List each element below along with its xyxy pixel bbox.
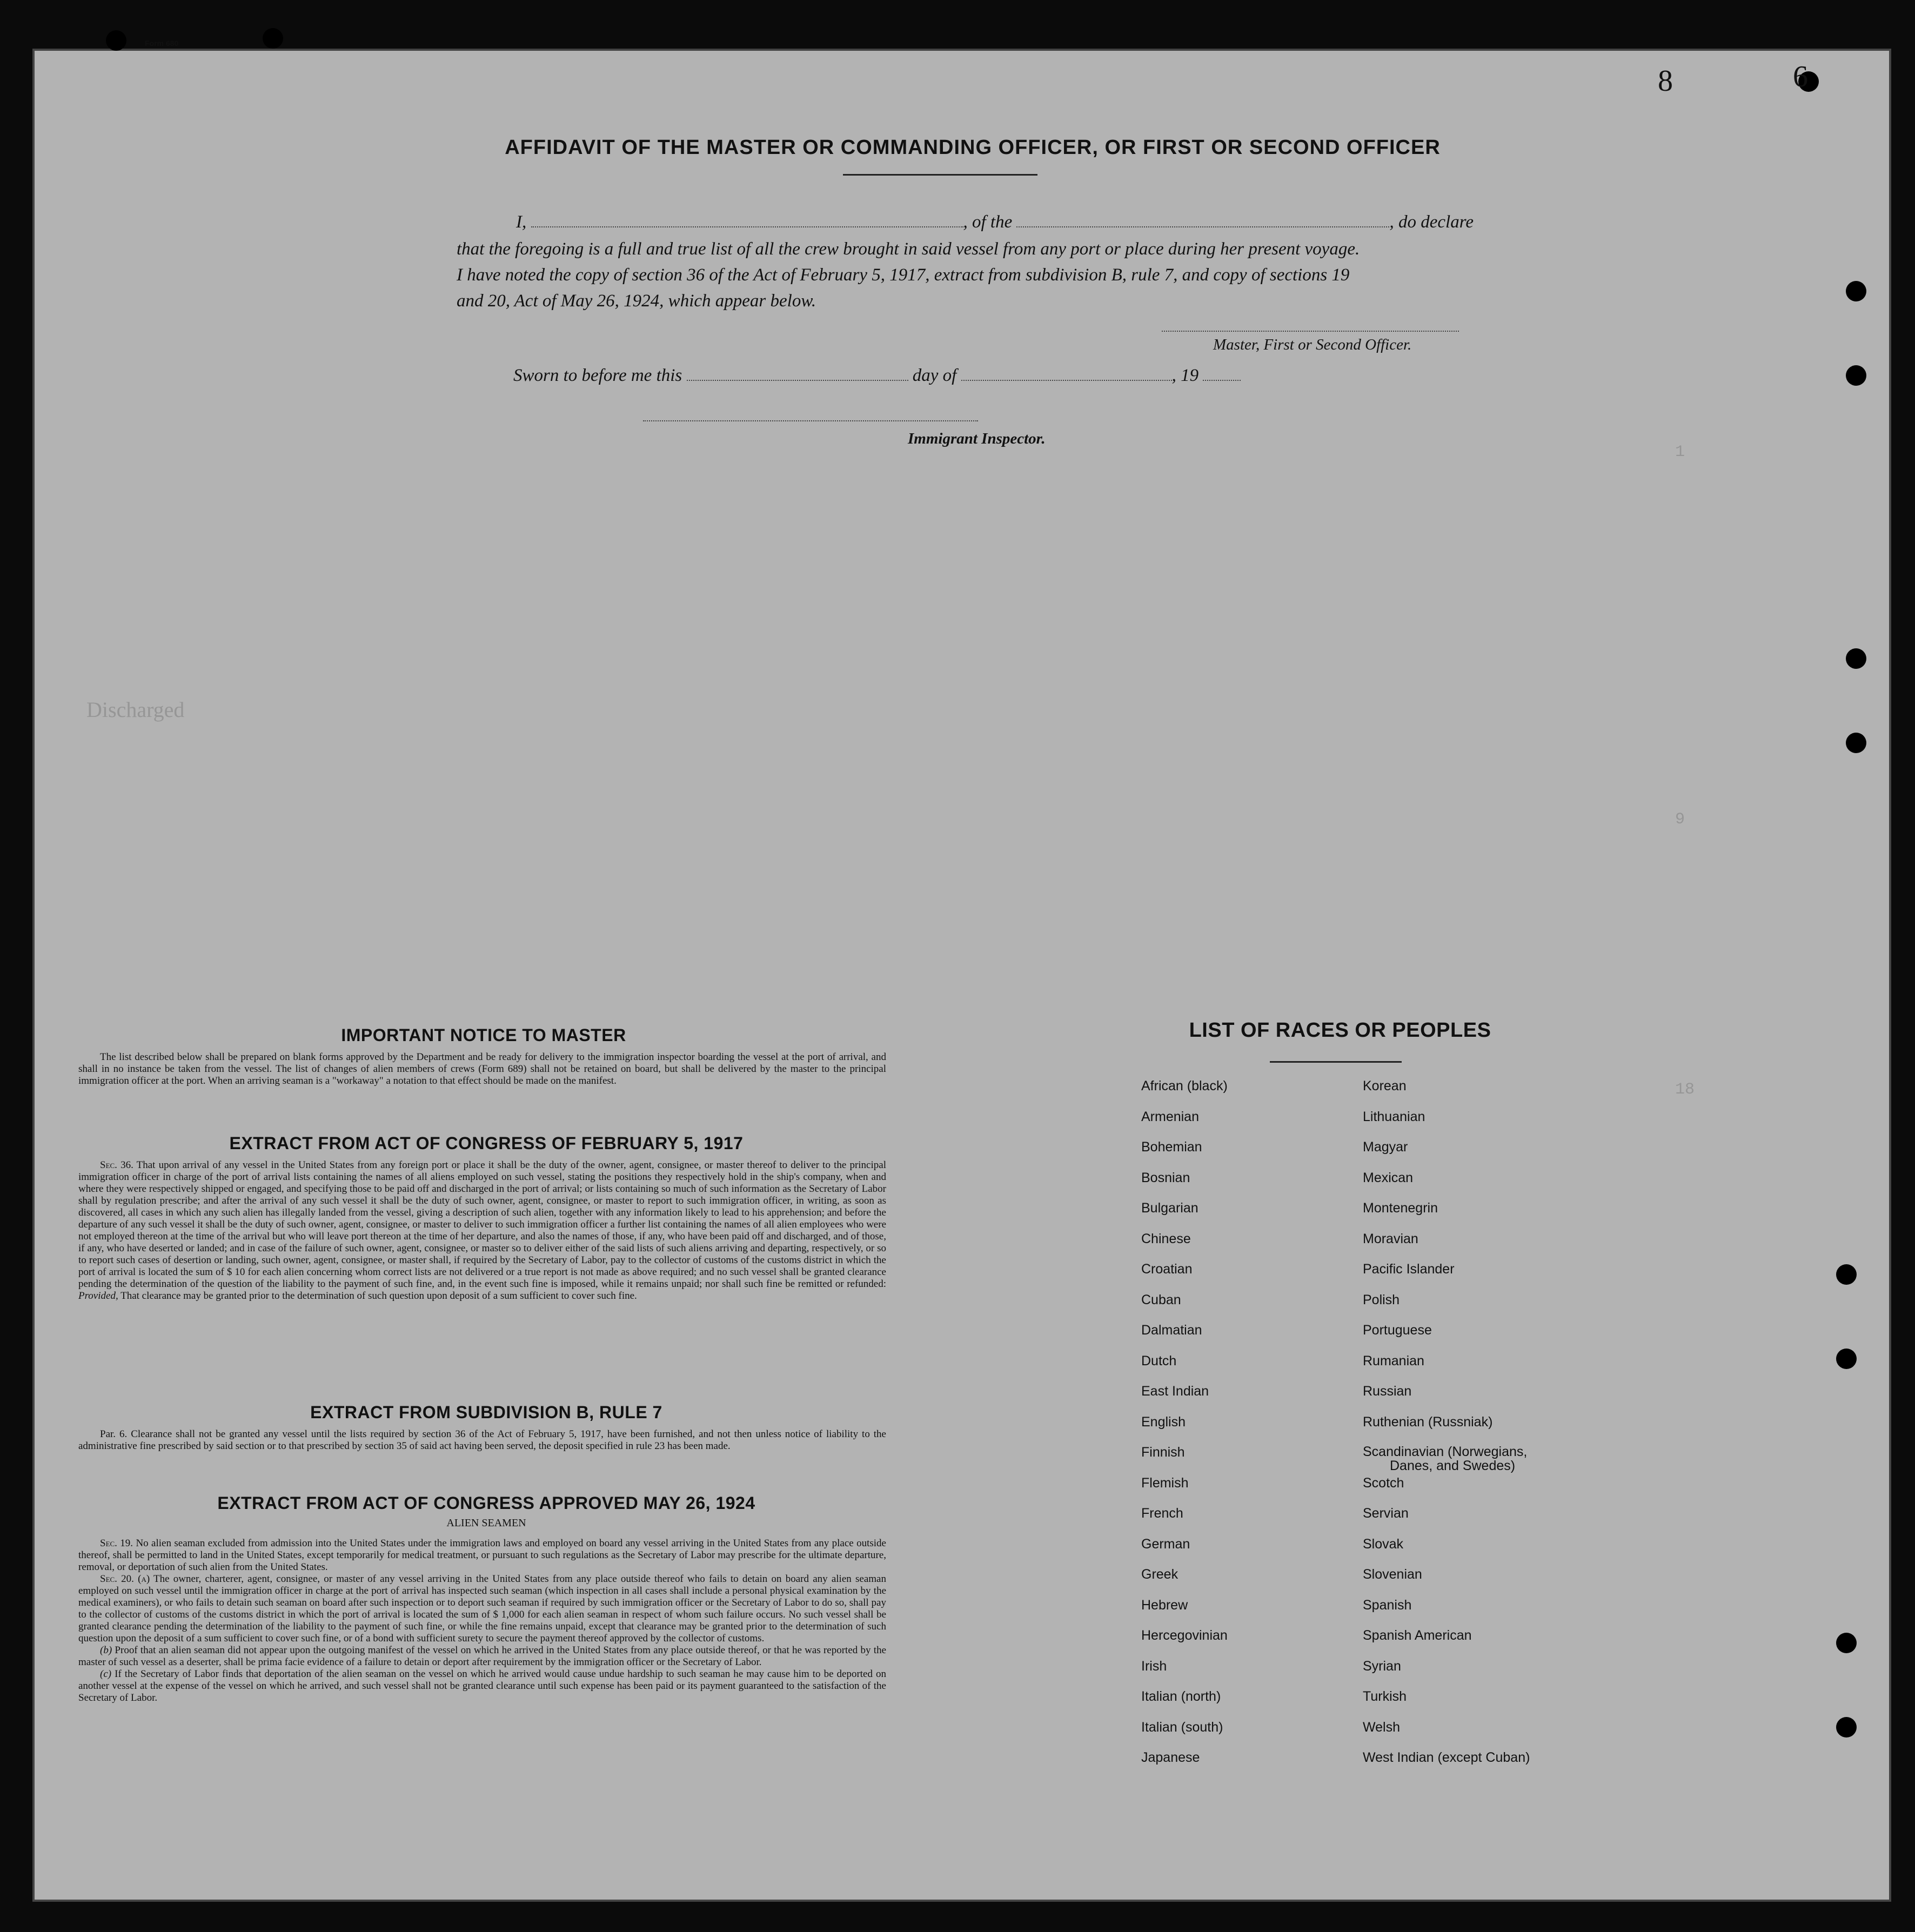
race-item: Armenian [1141, 1109, 1199, 1124]
race-item: Scotch [1363, 1475, 1404, 1491]
sec-36-text: That upon arrival of any vessel in the United States from any foreign port or place it shall be the duty of the owner, agent, consignee, or master thereof to deliver to the principal immigration officer in charge of the port of arrival lists containing the names of all aliens employed on such vessel, stating the positions they respectively hold in the ship's company, when and where they were respectively shipped or engaged, and specifying those to be paid off and discharged in the port of arrival; or lists containing so much of such information as the Secretary of Labor shall by regulation prescribe; and after the arrival of any such vessel it shall be the duty of such owner, agent, consignee, or master to report to such immigration officer, in writing, as soon as discovered, all cases in which any such alien has illegally landed from the vessel, giving a description of such alien, together with any information likely to lead to his apprehension; and before the departure of any such vessel it shall be the duty of such owner, agent, consignee, or master to deliver to such immigration officer a further list containing the names of all alien employees who were not employed thereon at the time of the arrival but who will leave port thereon at the time of her departure, and also the names of those, if any, who have been paid off and discharged, and of those, if any, who have deserted or landed; and in case of the failure of such owner, agent, consignee, or master so to deliver either of the said lists of such aliens arriving and departing, respectively, or so to report such cases of desertion or landing, such owner, agent, consignee, or master shall, if required by the Secretary of Labor, pay to the collector of customs of the customs district in which the port of arrival is located the sum of $ 10 for each alien concerning whom correct lists are not delivered or a true report is not made as above required; and no such vessel shall be granted clearance pending the determination of the question of the liability to the payment of such fine, and, in the event such fine is imposed, while it remains unpaid; nor shall such fine be remitted or refunded: [78, 1159, 886, 1290]
race-item: Slovenian [1363, 1567, 1422, 1582]
race-item: Magyar [1363, 1139, 1408, 1155]
races-left-column [1141, 1078, 1228, 1781]
race-item: Rumanian [1363, 1353, 1424, 1369]
race-item: Portuguese [1363, 1323, 1432, 1338]
officer-signature-label: Master, First or Second Officer. [1213, 336, 1412, 353]
master-name-field[interactable] [531, 212, 963, 227]
sworn-line [513, 362, 1241, 389]
race-item: Welsh [1363, 1719, 1401, 1735]
races-right-column [1363, 1078, 1530, 1781]
race-item: Bohemian [1141, 1139, 1202, 1155]
declare-label: , do declare [1389, 212, 1474, 232]
inspector-signature-label: Immigrant Inspector. [908, 430, 1046, 447]
race-item: Dutch [1141, 1353, 1177, 1369]
binder-hole [1836, 1349, 1857, 1369]
race-item: Japanese [1141, 1750, 1200, 1765]
extract-1924-body [78, 1538, 886, 1704]
race-item: Italian (north) [1141, 1689, 1221, 1704]
binder-hole [1846, 365, 1866, 386]
extract-1924-heading: EXTRACT FROM ACT OF CONGRESS APPROVED MAY 26, 1924 [217, 1493, 755, 1513]
page-mark: 6 [1793, 60, 1808, 93]
sworn-year-field[interactable] [1203, 366, 1241, 381]
race-item [1363, 1445, 1530, 1475]
sworn-day-field[interactable] [687, 366, 908, 381]
binder-hole [263, 28, 283, 49]
sec-20c-text: If the Secretary of Labor finds that deportation of the alien seaman on the vessel on which he arrived would cause undue hardship to such seaman he may cause him to be deported on another vessel at the expense of the vessel on which he arrived, and such vessel shall not be granted clearance until such expense has been paid or its payment guaranteed to the satisfaction of the Secretary of Labor. [78, 1668, 887, 1703]
sec-20b-label: (b) [100, 1645, 112, 1656]
race-item: West Indian (except Cuban) [1363, 1750, 1530, 1765]
sec-20-label: Sec. 20. (a) [100, 1573, 150, 1585]
sec-20b-text: Proof that an alien seaman did not appear upon the outgoing manifest of the vessel on which he arrived in the United States from any place outside thereof, or that he was reported by the master of such vessel as a deserter, shall be prima facie evidence of a failure to detain or deport after requirement by the immigration officer or the Secretary of Labor. [78, 1645, 886, 1668]
vessel-name-field[interactable] [1016, 212, 1389, 227]
sworn-label: Sworn to before me this [513, 366, 682, 385]
binder-hole [1836, 1264, 1857, 1285]
race-item: French [1141, 1506, 1183, 1521]
race-item: Spanish [1363, 1597, 1412, 1613]
extract-1917-heading: EXTRACT FROM ACT OF CONGRESS OF FEBRUARY 5, 1917 [229, 1133, 744, 1153]
race-item: Cuban [1141, 1292, 1181, 1307]
race-item: African (black) [1141, 1078, 1228, 1094]
race-item: Bosnian [1141, 1170, 1190, 1185]
race-item: Syrian [1363, 1658, 1401, 1674]
affidavit-line-4: and 20, Act of May 26, 1924, which appear below. [457, 291, 816, 311]
form-number: Form 680 [145, 39, 179, 48]
binder-hole [1846, 648, 1866, 669]
sec-20a-text: The owner, charterer, agent, consignee, or master of any vessel arriving in the United States from any place outside thereof who fails to detain on board any alien seaman employed on such vessel until the immigration officer in charge at the port of arrival has inspected such seaman (which inspection in all cases shall include a personal physical examination by the medical examiners), or who fails to detain such seaman on board after such inspection or to deport such seaman if required by such immigration officer or the Secretary of Labor to do so, shall pay to the collector of customs of the customs district in which the port of arrival is located the sum of $ 1,000 for each alien seaman in respect of whom such failure occurs. No such vessel shall be granted clearance pending the determination of the liability to the payment of such fine, or while the fine remains unpaid, except that clearance may be granted prior to the determination of such question upon the deposit of a sum sufficient to cover such fine, or of a bond with sufficient surety to secure the payment thereof approved by the collector of customs. [78, 1573, 886, 1644]
notice-text: The list described below shall be prepared on blank forms approved by the Department and be ready for delivery to the immigration inspector boarding the vessel at the port of arrival, and shall in no instance be taken from the vessel. The list of changes of alien members of crews (Form 689) shall not be retained on board, but shall be delivered by the master to the principal immigration officer at the port. When an arriving seaman is a "workaway" a notation to that effect should be made on the manifest. [78, 1051, 886, 1086]
binder-hole [1836, 1633, 1857, 1653]
race-scandinavian-cont: Danes, and Swedes) [1390, 1458, 1516, 1473]
binder-hole [1846, 281, 1866, 301]
page-mark: 8 [1658, 64, 1673, 98]
race-item: Polish [1363, 1292, 1400, 1307]
races-heading: LIST OF RACES OR PEOPLES [1189, 1019, 1491, 1042]
race-item: Croatian [1141, 1262, 1193, 1277]
race-item: Dalmatian [1141, 1323, 1202, 1338]
race-item: Chinese [1141, 1231, 1191, 1246]
affidavit-line-1 [516, 209, 1474, 236]
affidavit-line-3: I have noted the copy of section 36 of the Act of February 5, 1917, extract from subdivision B, rule 7, and copy of sections 19 [457, 265, 1350, 285]
race-item: Russian [1363, 1384, 1412, 1399]
race-item: Servian [1363, 1506, 1409, 1521]
binder-hole [106, 30, 126, 51]
of-the-label: , of the [963, 212, 1013, 232]
race-item: Flemish [1141, 1475, 1189, 1491]
inspector-signature-line[interactable] [643, 420, 978, 421]
race-item: Montenegrin [1363, 1200, 1438, 1216]
race-item: Lithuanian [1363, 1109, 1425, 1124]
binder-hole [1846, 733, 1866, 753]
race-item: Italian (south) [1141, 1719, 1223, 1735]
race-item: Hercegovinian [1141, 1628, 1228, 1643]
sec-36-text-end: That clearance may be granted prior to the determination of such question upon deposit of a sum sufficient to cover such fine. [118, 1290, 637, 1302]
race-item: Finnish [1141, 1445, 1185, 1460]
race-item: English [1141, 1414, 1186, 1430]
race-item: Ruthenian (Russniak) [1363, 1414, 1493, 1430]
race-item: East Indian [1141, 1384, 1209, 1399]
rule7-heading: EXTRACT FROM SUBDIVISION B, RULE 7 [310, 1403, 662, 1422]
race-scandinavian: Scandinavian (Norwegians, [1363, 1444, 1528, 1459]
race-item: Turkish [1363, 1689, 1407, 1704]
sec-19-label: Sec. 19. [100, 1538, 133, 1549]
extract-1917-body [78, 1159, 886, 1302]
binder-hole [1836, 1717, 1857, 1738]
title-rule [843, 174, 1037, 176]
race-item: Hebrew [1141, 1597, 1188, 1613]
race-item: Greek [1141, 1567, 1179, 1582]
race-item: Spanish American [1363, 1628, 1472, 1643]
year-label: , 19 [1171, 366, 1199, 385]
race-item: Irish [1141, 1658, 1167, 1674]
race-item: Bulgarian [1141, 1200, 1198, 1216]
sworn-month-field[interactable] [961, 366, 1172, 381]
race-item: Slovak [1363, 1536, 1404, 1552]
notice-body [78, 1051, 886, 1087]
affidavit-i-label: I, [516, 212, 527, 232]
race-item: Mexican [1363, 1170, 1414, 1185]
race-item: Moravian [1363, 1231, 1418, 1246]
sec-20c-label: (c) [100, 1668, 112, 1680]
rule7-text: Par. 6. Clearance shall not be granted any vessel until the lists required by section 36 of the Act of February 5, 1917, have been furnished, and not then unless notice of liability to the administrative fine prescribed by said section or to that prescribed by section 35 of said act having been served, the deposit specified in rule 23 has been made. [78, 1428, 886, 1452]
sec-36-label: Sec. 36. [100, 1159, 133, 1171]
race-item: Korean [1363, 1078, 1407, 1094]
races-rule [1270, 1061, 1402, 1063]
affidavit-line-2: that the foregoing is a full and true list of all the crew brought in said vessel from any port or place during her present voyage. [457, 239, 1360, 259]
race-item: Pacific Islander [1363, 1262, 1455, 1277]
affidavit-title: AFFIDAVIT OF THE MASTER OR COMMANDING OFFICER, OR FIRST OR SECOND OFFICER [505, 136, 1441, 159]
rule7-body [78, 1428, 886, 1452]
sec-19-text: No alien seaman excluded from admission into the United States under the immigration laws and employed on board any vessel arriving in the United States from any place outside thereof, shall be permitted to land in the United States, except temporarily for medical treatment, or pursuant to such regulations as the Secretary of Labor may prescribe for the ultimate departure, removal, or deportation of such alien from the United States. [78, 1538, 886, 1573]
race-item: German [1141, 1536, 1190, 1552]
officer-signature-line[interactable] [1162, 331, 1459, 332]
alien-seamen-subheading: ALIEN SEAMEN [446, 1517, 526, 1529]
provided-word: Provided, [78, 1290, 118, 1302]
day-of-label: day of [912, 366, 957, 385]
notice-heading: IMPORTANT NOTICE TO MASTER [341, 1025, 626, 1045]
